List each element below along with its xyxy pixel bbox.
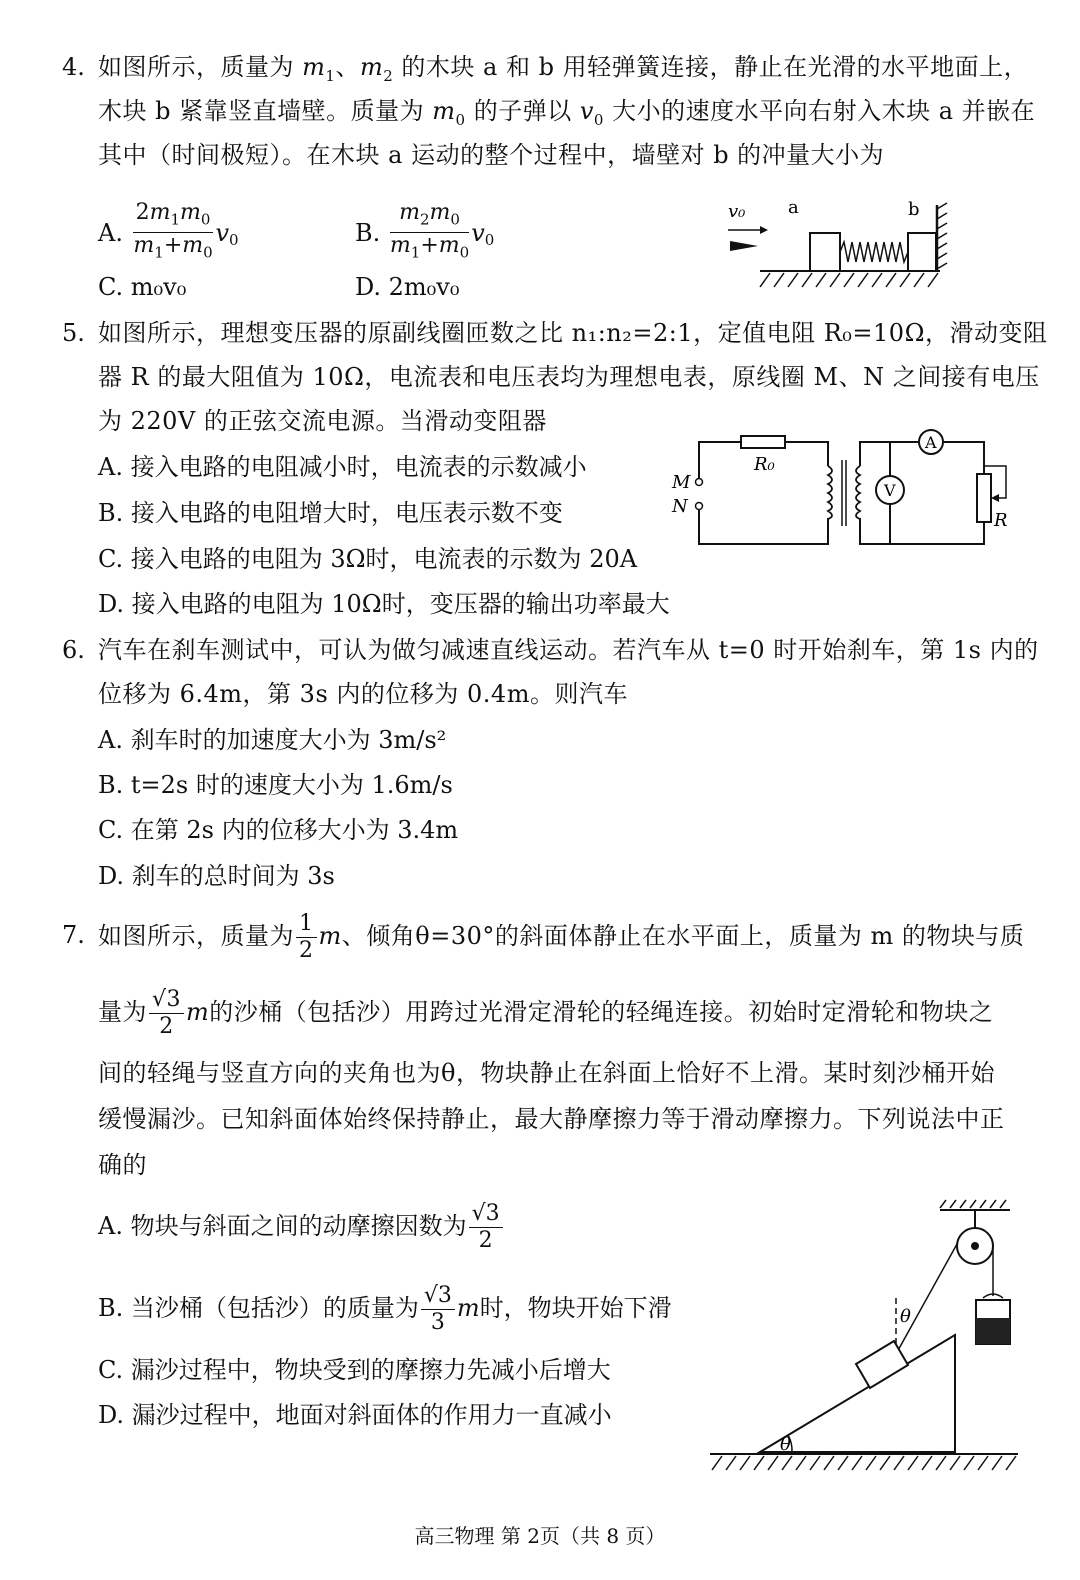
rheostat [977,474,991,522]
question-number: 7. [62,921,85,949]
option-c: C. 漏沙过程中，物块受到的摩擦力先减小后增大 [98,1356,611,1384]
question-text: 木块 b 紧靠竖直墙壁。质量为 $m_0$ 的子弹以 $v_0$ 大小的速度水平向右射入木块 a 并嵌在 [98,97,1036,129]
incline-angle-label: θ [780,1434,791,1455]
question-text: 为 220V 的正弦交流电源。当滑动变阻器 [98,407,547,435]
question-text: 如图所示，质量为 $m_1$、$m_2$ 的木块 a 和 b 用轻弹簧连接，静止在光滑的水平地面上， [98,53,1029,85]
terminal-n-label: N [672,496,688,517]
question-number: 5. [62,319,85,347]
page-footer: 高三物理 第 2页（共 8 页） [414,1524,666,1548]
block-a-label: a [788,197,799,218]
spring-block-figure [720,195,960,295]
option-c: C. m₀v₀ [98,273,187,301]
option-a: A. 刹车时的加速度大小为 3m/s² [98,726,447,754]
terminal-m-label: M [672,472,691,493]
voltmeter-label: V [884,481,896,500]
question-text: 缓慢漏沙。已知斜面体始终保持静止，最大静摩擦力等于滑动摩擦力。下列说法中正 [98,1105,1005,1133]
option-b: B. 当沙桶（包括沙）的质量为 $\frac{√3}{3}$ m时，物块开始下滑 [98,1283,672,1335]
ammeter-label: A [925,433,937,452]
option-d: D. 接入电路的电阻为 10Ω时，变压器的输出功率最大 [98,590,670,618]
question-text: 器 R 的最大阻值为 10Ω，电流表和电压表均为理想电表，原线圈 M、N 之间接有电压 [98,363,1040,391]
question-text: 如图所示，理想变压器的原副线圈匝数之比 n₁:n₂=2:1，定值电阻 R₀=10Ω，滑动变阻 [98,319,1048,347]
spring [840,242,908,262]
question-text: 间的轻绳与竖直方向的夹角也为θ，物块静止在斜面上恰好不上滑。某时刻沙桶开始 [98,1059,995,1087]
resistor-r0 [741,436,785,448]
transformer-circuit-figure [668,422,1020,554]
question-number: 6. [62,636,85,664]
question-text: 确的 [98,1151,147,1179]
option-b: B. $\frac{m_2m_0}{m_1+m_0}$ $v_0$ [355,200,495,262]
rope [896,1244,957,1354]
block-b [908,233,936,271]
block-b-label: b [908,199,920,220]
question-text: 位移为 6.4m，第 3s 内的位移为 0.4m。则汽车 [98,680,628,708]
r0-label: R₀ [754,454,775,475]
option-a: A. 物块与斜面之间的动摩擦因数为 $\frac{√3}{2}$ [98,1198,505,1254]
question-text: 如图所示，质量为 $\frac{1}{2}$ m、倾角θ=30°的斜面体静止在水平面上，质量为 m 的物块与质 [98,911,1025,963]
option-d: D. 漏沙过程中，地面对斜面体的作用力一直减小 [98,1401,612,1429]
option-b: B. t=2s 时的速度大小为 1.6m/s [98,771,453,799]
option-c: C. 在第 2s 内的位移大小为 3.4m [98,816,459,844]
block-a [810,233,840,271]
secondary-coil [856,466,860,519]
question-text: 其中（时间极短）。在木块 a 运动的整个过程中，墙壁对 b 的冲量大小为 [98,141,885,169]
bullet-icon [730,241,758,251]
sand [976,1318,1010,1344]
rope-angle-label: θ [900,1306,911,1327]
incline-pulley-figure [700,1192,1030,1492]
option-a: A. 接入电路的电阻减小时，电流表的示数减小 [98,453,587,481]
option-a: A. $\frac{2m_1m_0}{m_1+m_0}$ $v_0$ [98,200,239,262]
question-text: 汽车在刹车测试中，可认为做匀减速直线运动。若汽车从 t=0 时开始刹车，第 1s 内的 [98,636,1039,664]
question-number: 4. [62,53,85,81]
option-b: B. 接入电路的电阻增大时，电压表示数不变 [98,499,563,527]
question-text: 量为 $\frac{√3}{2}$ m的沙桶（包括沙）用跨过光滑定滑轮的轻绳连接。初始时定滑轮和物块之 [98,987,994,1039]
rheostat-label: R [994,510,1008,531]
v0-label: v₀ [728,201,746,222]
option-c: C. 接入电路的电阻为 3Ω时，电流表的示数为 20A [98,545,638,573]
primary-coil [828,466,832,519]
option-d: D. 刹车的总时间为 3s [98,862,335,890]
option-d: D. 2m₀v₀ [355,273,460,301]
